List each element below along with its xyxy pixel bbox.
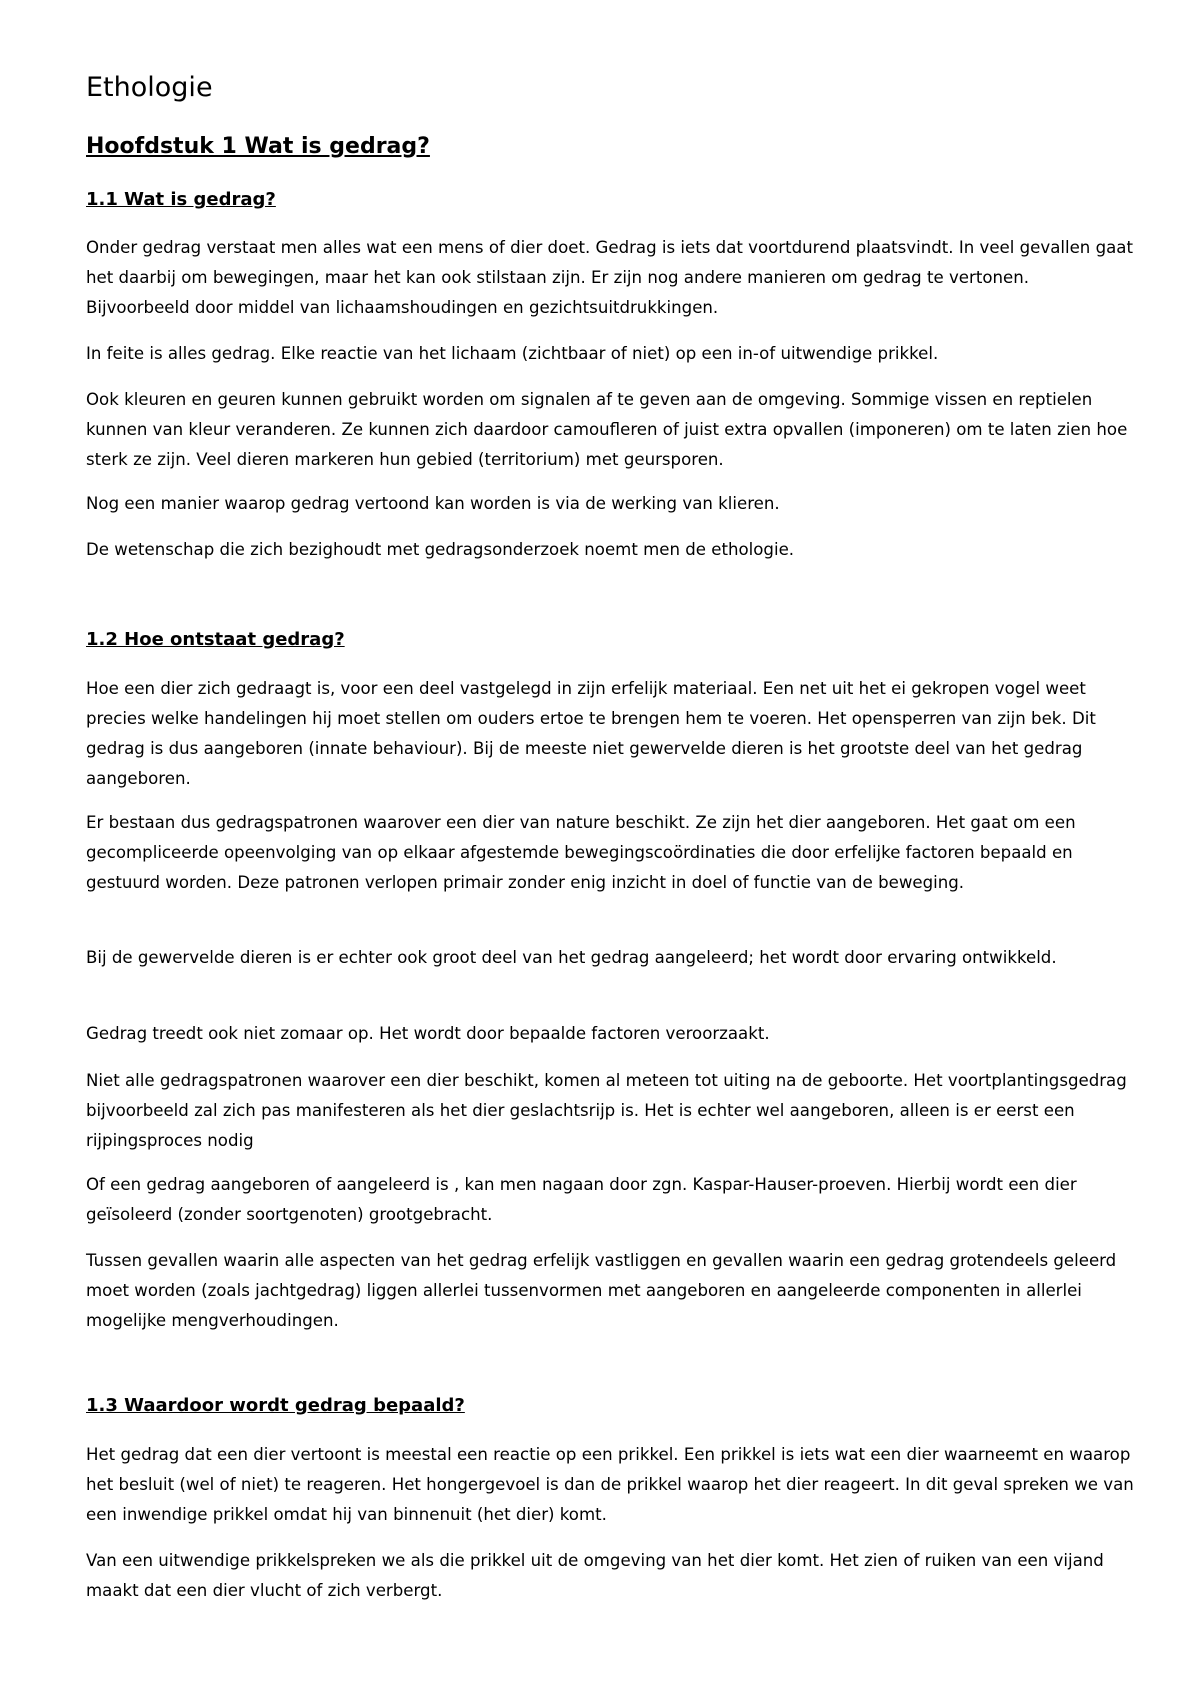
paragraph: Onder gedrag verstaat men alles wat een mens of dier doet. Gedrag is iets dat voortdurend plaatsvindt. In veel gevallen gaat het daarbij om bewegingen, maar het kan ook stilstaan zijn. Er zijn nog andere manieren om gedrag te vertonen. Bijvoorbeeld door middel van lichaamshoudingen en gezichtsuitdrukkingen. — [86, 238, 1133, 317]
paragraph: Het gedrag dat een dier vertoont is meestal een reactie op een prikkel. Een prikkel is iets wat een dier waarneemt en waarop het besluit (wel of niet) te reageren. Het hongergevoel is dan de prikkel waarop het dier reageert. In dit geval spreken we van een inwendige prikkel omdat hij van binnenuit (het dier) komt. — [86, 1445, 1134, 1524]
paragraph: Er bestaan dus gedragspatronen waarover een dier van nature beschikt. Ze zijn het dier aangeboren. Het gaat om een gecompliceerde opeenvolging van op elkaar afgestemde bewegingscoördinaties die door erfelijke factoren bepaald en gestuurd worden. Deze patronen verlopen primair zonder enig inzicht in doel of functie van de beweging. — [86, 813, 1076, 892]
paragraph: De wetenschap die zich bezighoudt met gedragsonderzoek noemt men de ethologie. — [86, 540, 795, 559]
section-heading-1-2: 1.2 Hoe ontstaat gedrag? — [86, 629, 345, 650]
paragraph: Of een gedrag aangeboren of aangeleerd is , kan men nagaan door zgn. Kaspar-Hauser-proeven. Hierbij wordt een dier geïsoleerd (zonder soortgenoten) grootgebracht. — [86, 1175, 1077, 1224]
paragraph: Bij de gewervelde dieren is er echter ook groot deel van het gedrag aangeleerd; het wordt door ervaring ontwikkeld. — [86, 948, 1057, 967]
paragraph: In feite is alles gedrag. Elke reactie van het lichaam (zichtbaar of niet) op een in-of uitwendige prikkel. — [86, 344, 939, 363]
paragraph: Van een uitwendige prikkelspreken we als die prikkel uit de omgeving van het dier komt. Het zien of ruiken van een vijand maakt dat een dier vlucht of zich verbergt. — [86, 1551, 1104, 1600]
paragraph: Gedrag treedt ook niet zomaar op. Het wordt door bepaalde factoren veroorzaakt. — [86, 1024, 770, 1043]
paragraph: Ook kleuren en geuren kunnen gebruikt worden om signalen af te geven aan de omgeving. Sommige vissen en reptielen kunnen van kleur veranderen. Ze kunnen zich daardoor camoufleren of juist extra opvallen (imponeren) om te laten zien hoe sterk ze zijn. Veel dieren markeren hun gebied (territorium) met geursporen. — [86, 390, 1128, 469]
chapter-heading: Hoofdstuk 1 Wat is gedrag? — [86, 134, 430, 159]
section-heading-1-3: 1.3 Waardoor wordt gedrag bepaald? — [86, 1395, 465, 1416]
document-title: Ethologie — [86, 72, 213, 103]
paragraph: Niet alle gedragspatronen waarover een dier beschikt, komen al meteen tot uiting na de geboorte. Het voortplantingsgedrag bijvoorbeeld zal zich pas manifesteren als het dier geslachtsrijp is. Het is echter wel aangeboren, alleen is er eerst een rijpingsproces nodig — [86, 1071, 1127, 1150]
paragraph: Tussen gevallen waarin alle aspecten van het gedrag erfelijk vastliggen en gevallen waarin een gedrag grotendeels geleerd moet worden (zoals jachtgedrag) liggen allerlei tussenvormen met aangeboren en aangeleerde componenten in allerlei mogelijke mengverhoudingen. — [86, 1251, 1117, 1330]
paragraph: Hoe een dier zich gedraagt is, voor een deel vastgelegd in zijn erfelijk materiaal. Een net uit het ei gekropen vogel weet precies welke handelingen hij moet stellen om ouders ertoe te brengen hem te voeren. Het opensperren van zijn bek. Dit gedrag is dus aangeboren (innate behaviour). Bij de meeste niet gewervelde dieren is het grootste deel van het gedrag aangeboren. — [86, 679, 1096, 788]
paragraph: Nog een manier waarop gedrag vertoond kan worden is via de werking van klieren. — [86, 494, 780, 513]
section-heading-1-1: 1.1 Wat is gedrag? — [86, 189, 276, 210]
